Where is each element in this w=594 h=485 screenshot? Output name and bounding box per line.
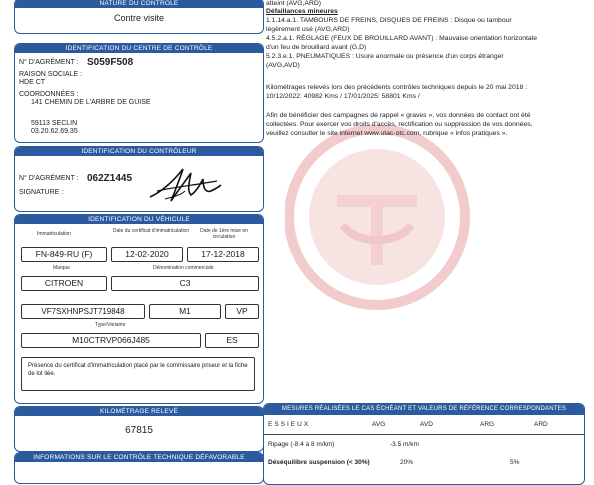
centre-raison-label: RAISON SOCIALE :: [19, 71, 83, 78]
label-date-mec: Date de 1ère mise en circulation: [200, 228, 248, 240]
col-avd: AVD: [420, 421, 433, 428]
visit-type-box: [14, 0, 264, 34]
infos-header: INFORMATIONS SUR LE CONTRÔLE TECHNIQUE DÉFAVORABLE: [15, 453, 263, 462]
centre-phone: 03.20.62.69.35: [31, 128, 78, 135]
controleur-header: IDENTIFICATION DU CONTRÔLEUR: [15, 147, 263, 156]
visit-type-value: Contre visite: [113, 13, 165, 23]
defect-line-7: (AVG,AVD): [266, 62, 300, 69]
immat-field: FN-849-RU (F): [21, 247, 107, 262]
centre-agrement-label: N° D'AGRÉMENT :: [19, 59, 79, 66]
suspension-value-avg: 20%: [400, 459, 414, 466]
mesures-header: MESURES RÉALISÉES LE CAS ÉCHÉANT ET VALEURS DE RÉFÉRENCE CORRESPONDANTES: [264, 404, 584, 415]
rappel-line-2: veuillez consulter le site internet www.utac-otc.com, rubrique « infos pratiques ».: [266, 130, 508, 137]
defect-line-0: atteint (AVG,ARD): [266, 0, 322, 7]
suspension-value-arg: 5%: [510, 459, 520, 466]
defect-line-4: 4.5.2.a.1. RÉGLAGE (FEUX DE BROUILLARD AVANT) : Mauvaise orientation horizontale: [266, 35, 537, 42]
km-header: KILOMÉTRAGE RELEVÉ: [15, 407, 263, 416]
vehicule-note: Présence du certificat d'immatriculation placé par le commissaire priseur et la fiche de lot liée.: [21, 357, 255, 391]
centre-address2: 59113 SECLIN: [31, 120, 78, 127]
rappel-line-1: collectées. Pour exercer vos droits d'accès, rectification ou suppression de vos données,: [266, 121, 533, 128]
km-box: [14, 406, 264, 452]
rappel-line-0: Afin de bénéficier des campagnes de rappel « graves », vos données de contact ont été: [266, 112, 531, 119]
date-mec-field: 17-12-2018: [187, 247, 259, 262]
suspension-label: Déséquilibre suspension (< 30%): [268, 459, 370, 466]
label-immat: Immatriculation: [37, 231, 71, 237]
col-arg: ARG: [480, 421, 495, 428]
ripage-value: -3.5 m/km: [390, 441, 419, 448]
centre-box: [14, 43, 264, 143]
label-denom: Dénomination commerciale: [153, 265, 214, 271]
energie-field: ES: [205, 333, 259, 348]
ripage-label: Ripage (-8.4 à 8 m/km): [268, 441, 335, 448]
centre-raison-value: HDE CT: [19, 79, 46, 86]
defect-category-minor: Défaillances mineures: [266, 8, 338, 15]
km-history-line-0: Kilométrages relevés lors des précédents contrôles techniques depuis le 20 mai 2018 :: [266, 84, 528, 91]
vehicule-box: [14, 214, 264, 404]
controleur-signature-label: SIGNATURE :: [19, 189, 64, 196]
label-marque: Marque: [53, 265, 70, 271]
genre-field: M1: [149, 304, 221, 319]
defect-line-5: d'un feu de brouillard avant (G,D): [266, 44, 367, 51]
visit-type-header: NATURE DU CONTRÔLE: [15, 0, 263, 8]
controleur-box: [14, 146, 264, 212]
vin-field: VF7SXHNPSJT719848: [21, 304, 145, 319]
centre-header: IDENTIFICATION DU CENTRE DE CONTRÔLE: [15, 44, 263, 53]
centre-coord-label: COORDONNÉES :: [19, 91, 79, 98]
label-type: Type/Variante: [95, 322, 126, 328]
mesures-box: [263, 403, 585, 485]
carrosserie-field: VP: [225, 304, 259, 319]
col-essieux: ESSIEUX: [268, 421, 311, 428]
infos-box: [14, 452, 264, 484]
controleur-agrement-label: N° D'AGRÉMENT :: [19, 175, 79, 182]
controleur-agrement-value: 062Z1445: [87, 173, 133, 184]
marque-field: CITROEN: [21, 276, 107, 291]
col-avg: AVG: [372, 421, 386, 428]
centre-agrement-value: S059F508: [87, 57, 134, 68]
col-ard: ARD: [534, 421, 548, 428]
label-date-cert: Date du certificat d'immatriculation: [112, 228, 190, 234]
type-variante-field: M10CTRVP066J485: [21, 333, 201, 348]
defect-line-2: 1.1.14.a.1. TAMBOURS DE FREINS, DISQUES DE FREINS : Disque ou tambour: [266, 17, 512, 24]
utac-watermark-logo: [285, 125, 470, 310]
km-value: 67815: [125, 425, 153, 436]
mesures-divider: [264, 434, 584, 435]
vehicule-header: IDENTIFICATION DU VÉHICULE: [15, 215, 263, 224]
date-cert-field: 12-02-2020: [111, 247, 183, 262]
centre-address1: 141 CHEMIN DE L'ARBRE DE GUISE: [31, 99, 151, 106]
defect-line-3: légèrement usé (AVG,ARD): [266, 26, 350, 33]
defect-line-6: 5.2.3.e.1. PNEUMATIQUES : Usure anormale ou présence d'un corps étranger: [266, 53, 504, 60]
signature-image: [145, 161, 225, 207]
denom-field: C3: [111, 276, 259, 291]
km-history-line-1: 10/12/2022: 40982 Kms / 17/01/2025: 58801 Kms /: [266, 93, 420, 100]
